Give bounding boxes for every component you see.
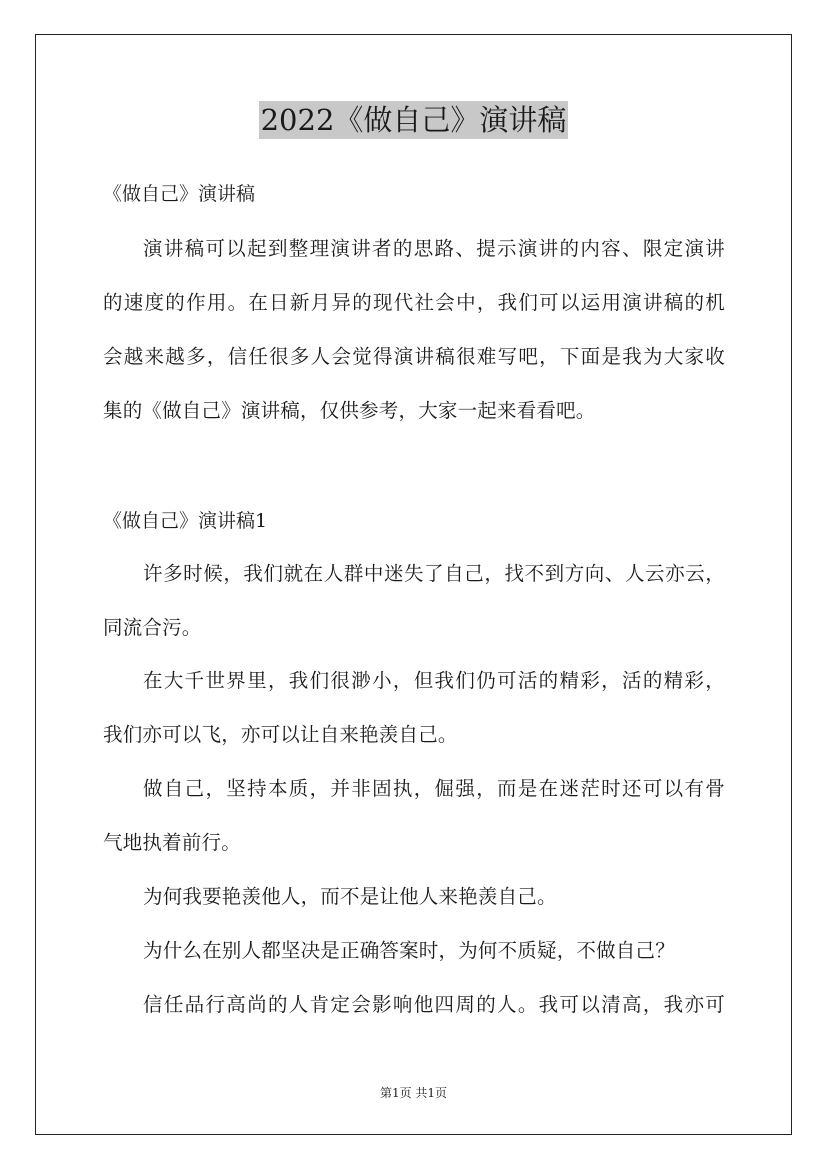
body-line: 为何我要艳羡他人，而不是让他人来艳羡自己。 bbox=[143, 885, 557, 908]
section-heading: 《做自己》演讲稿1 bbox=[103, 510, 268, 532]
intro-line: 会越来越多，信任很多人会觉得演讲稿很难写吧，下面是我为大家收 bbox=[103, 345, 725, 368]
subheading: 《做自己》演讲稿 bbox=[103, 183, 256, 205]
intro-line: 的速度的作用。在日新月异的现代社会中，我们可以运用演讲稿的机 bbox=[103, 291, 725, 314]
body-line: 在大千世界里，我们很渺小，但我们仍可活的精彩，活的精彩， bbox=[143, 669, 725, 692]
page-footer: 第1页 共1页 bbox=[379, 1086, 448, 1100]
body-line: 同流合污。 bbox=[103, 616, 202, 639]
intro-line: 集的《做自己》演讲稿，仅供参考，大家一起来看看吧。 bbox=[103, 399, 596, 422]
body-line: 气地执着前行。 bbox=[103, 831, 241, 854]
intro-line: 演讲稿可以起到整理演讲者的思路、提示演讲的内容、限定演讲 bbox=[143, 237, 725, 260]
body-line: 许多时候，我们就在人群中迷失了自己，找不到方向、人云亦云， bbox=[143, 562, 725, 585]
body-line: 信任品行高尚的人肯定会影响他四周的人。我可以清高，我亦可 bbox=[143, 993, 725, 1016]
body-line: 为什么在别人都坚决是正确答案时，为何不质疑，不做自己？ bbox=[143, 939, 675, 962]
document-title: 2022《做自己》演讲稿 bbox=[260, 103, 567, 137]
body-line: 做自己，坚持本质，并非固执，倔强，而是在迷茫时还可以有骨 bbox=[143, 777, 725, 800]
document-title-wrap bbox=[0, 100, 827, 140]
body-line: 我们亦可以飞，亦可以让自来艳羡自己。 bbox=[103, 723, 458, 746]
